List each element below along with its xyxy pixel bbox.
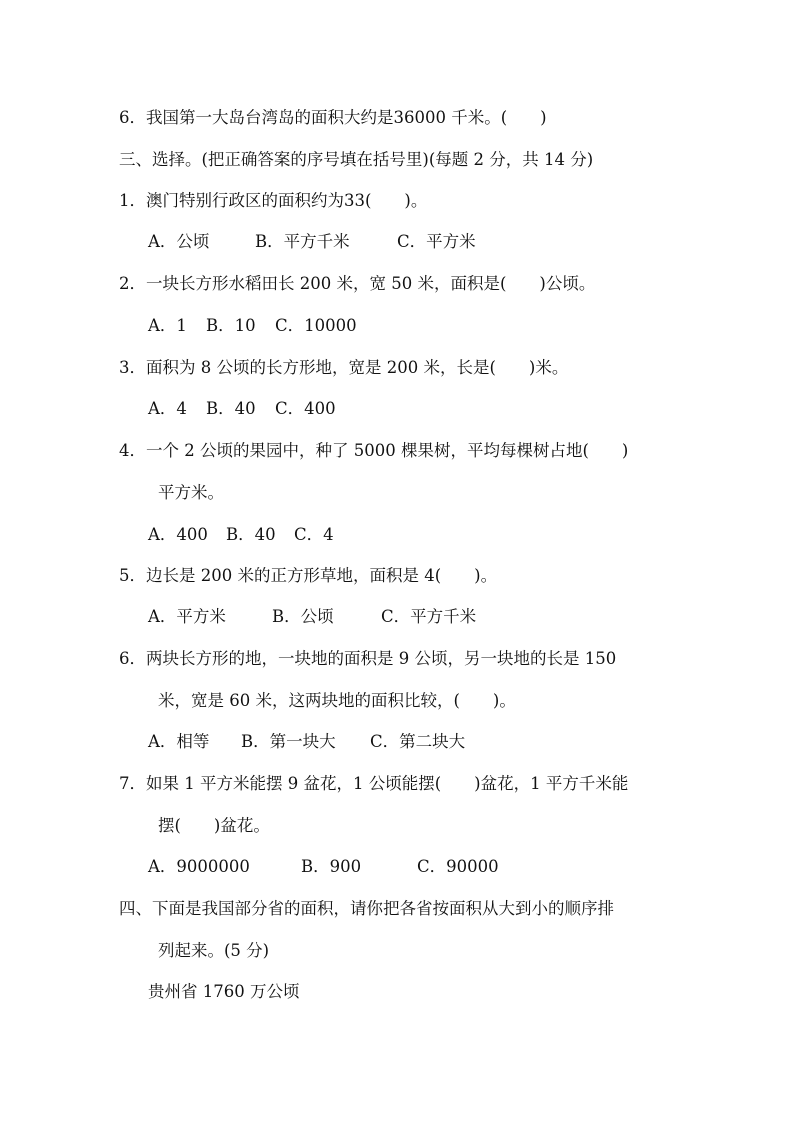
q4-option-c: C．4 <box>294 525 334 544</box>
question-5: 5．边长是 200 米的正方形草地，面积是 4( )。 <box>119 566 498 585</box>
q2-option-c: C．10000 <box>275 316 357 335</box>
section-4-heading-continued: 列起来。(5 分) <box>158 941 270 960</box>
q5-option-c: C．平方千米 <box>381 607 477 626</box>
q6-option-b: B．第一块大 <box>241 732 336 751</box>
question-6: 6．两块长方形的地，一块地的面积是 9 公顷，另一块地的长是 150 <box>119 649 617 668</box>
q3-option-c: C．400 <box>275 399 336 418</box>
q2-option-b: B．10 <box>206 316 256 335</box>
question-1: 1．澳门特别行政区的面积约为33( )。 <box>119 191 428 210</box>
q5-option-b: B．公顷 <box>272 607 334 626</box>
q7-option-a: A．9000000 <box>148 857 250 876</box>
q1-option-a: A．公顷 <box>148 232 210 251</box>
q4-option-b: B．40 <box>226 525 276 544</box>
q7-option-b: B．900 <box>301 857 362 876</box>
q1-option-b: B．平方千米 <box>255 232 350 251</box>
section-3-heading: 三、选择。(把正确答案的序号填在括号里)(每题 2 分，共 14 分) <box>119 150 594 169</box>
q2-option-a: A．1 <box>148 316 187 335</box>
judgement-item-6: 6．我国第一大岛台湾岛的面积大约是36000 千米。( ) <box>119 108 547 127</box>
q5-option-a: A．平方米 <box>148 607 226 626</box>
section-4-heading: 四、下面是我国部分省的面积，请你把各省按面积从大到小的顺序排 <box>119 899 614 918</box>
question-7: 7．如果 1 平方米能摆 9 盆花，1 公顷能摆( )盆花，1 平方千米能 <box>119 774 629 793</box>
question-4: 4．一个 2 公顷的果园中，种了 5000 棵果树，平均每棵树占地( ) <box>119 441 629 460</box>
q6-option-a: A．相等 <box>148 732 210 751</box>
question-2: 2．一块长方形水稻田长 200 米，宽 50 米，面积是( )公顷。 <box>119 274 596 293</box>
question-6-continued: 米，宽是 60 米，这两块地的面积比较，( )。 <box>158 691 516 710</box>
question-4-continued: 平方米。 <box>158 483 224 502</box>
q4-option-a: A．400 <box>148 525 208 544</box>
q7-option-c: C．90000 <box>417 857 499 876</box>
province-guizhou: 贵州省 1760 万公顷 <box>148 982 300 1001</box>
question-3: 3．面积为 8 公顷的长方形地，宽是 200 米，长是( )米。 <box>119 358 569 377</box>
q1-option-c: C．平方米 <box>397 232 476 251</box>
q3-option-b: B．40 <box>206 399 256 418</box>
q3-option-a: A．4 <box>148 399 187 418</box>
q6-option-c: C．第二块大 <box>370 732 466 751</box>
question-7-continued: 摆( )盆花。 <box>158 816 270 835</box>
